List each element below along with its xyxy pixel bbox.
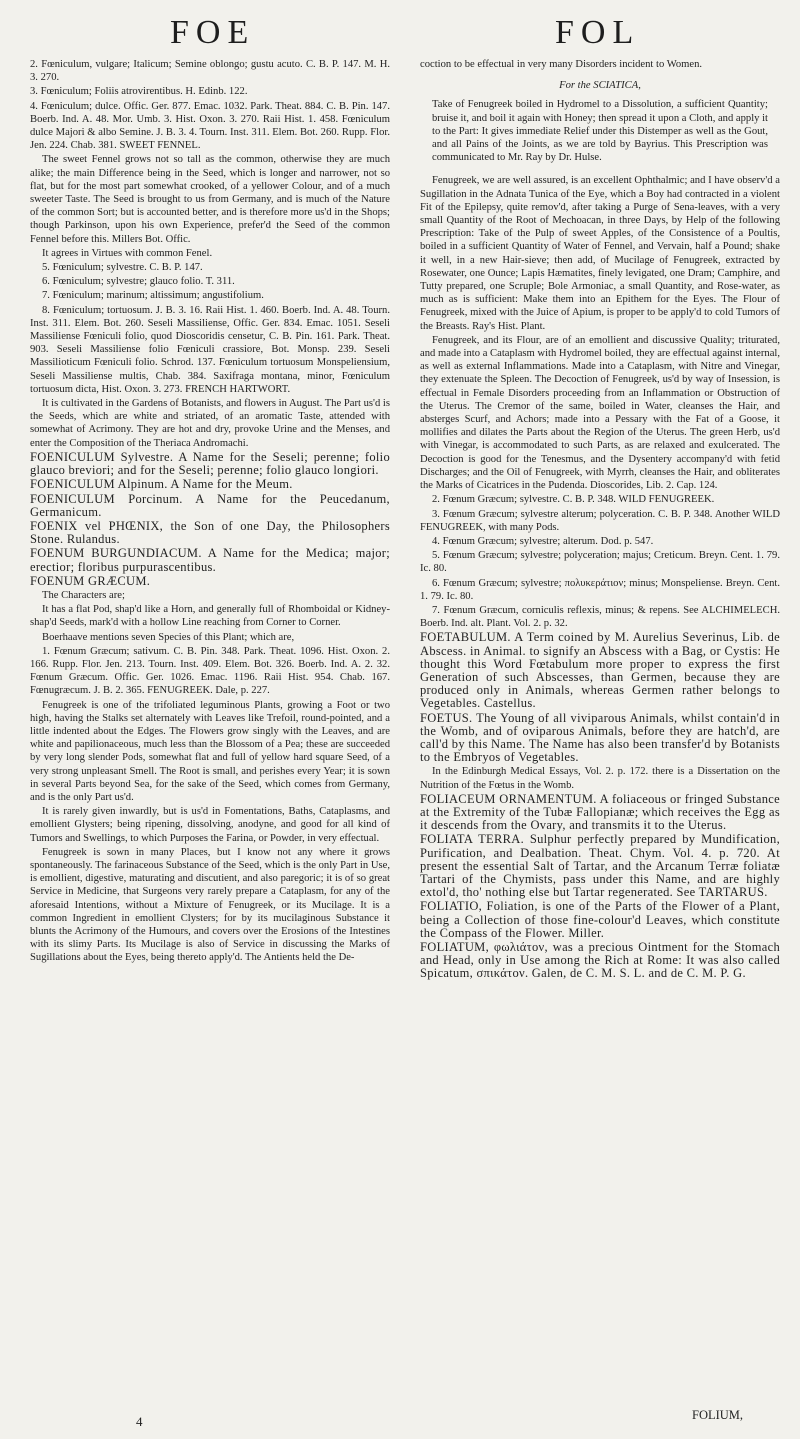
running-head-right: FOL xyxy=(555,14,641,51)
entry-paragraph: 3. Fœnum Græcum; sylvestre alterum; polyceration. C. B. P. 348. Another WILD FENUGREEK, with many Pods. xyxy=(420,508,780,533)
entry-paragraph: Fenugreek is sown in many Places, but I know not any where it grows spontaneously. The farinaceous Substance of the Seed, which is the only Part in Use, is emollient, digestive, maturating and discutient, and also paregoric; it is of so great Service in Medicine, that Surgeons very rarely prepare a Cataplasm, for any of the aforesaid Intentions, without a Mixture of Fenugreek, or its Mucilage. It is a common Ingredient in emollient Clysters; for by its mucilaginous Substance it blunts the Acrimony of the Humours, and covers over the Erosions of the Intestines with its slimy Parts. Its Mucilage is also of Service in discussing the Marks of Sugillations about the Eyes, being thereto apply'd. The Antients held the De- xyxy=(30,846,390,964)
running-head-left: FOE xyxy=(170,14,256,51)
headword-entry: FOENIX vel PHŒNIX, the Son of one Day, the Philosophers Stone. Rulandus. xyxy=(30,518,390,547)
headword-entry: FOLIACEUM ORNAMENTUM. A foliaceous or fringed Substance at the Extremity of the Tubæ Fallopianæ; which receives the Egg as it descends from the Ovary, and transmits it to the Uterus. xyxy=(420,791,780,833)
entry-paragraph: Fenugreek is one of the trifoliated leguminous Plants, growing a Foot or two high, having the Stalks set alternately with Leaves like Trefoil, round-pointed, and a little indented about the Edges. The Flowers grow singly with the Leaves, and are white and papilionaceous, much less than the Blossom of a Pea; these are succeeded by very long slender Pods, somewhat flat and full of yellow hard square Seed, of a very strong unpleasant Smell. The Root is small, and perishes every Year; it is sown in several Parts beyond Sea, for the sake of the Seed, which comes from Germany, and is the only Part us'd. xyxy=(30,699,390,803)
page-number: 4 xyxy=(136,1414,143,1429)
entry-paragraph: It is cultivated in the Gardens of Botanists, and flowers in August. The Part us'd is the Seeds, which are white and striated, of an aromatic Taste, attended with somewhat of Acrimony. They are hot and dry, provoke Urine and the Menses, and enter the Composition of the Theriaca Andromachi. xyxy=(30,398,390,449)
catchword: FOLIUM, xyxy=(692,1408,744,1422)
entry-paragraph: 6. Fœniculum; sylvestre; glauco folio. T. 311. xyxy=(42,276,235,288)
entry-paragraph: 5. Fœniculum; sylvestre. C. B. P. 147. xyxy=(42,262,203,274)
headword-entry: FOENUM BURGUNDIACUM. A Name for the Medica; major; erectior; floribus purpurascentibus. xyxy=(30,546,390,574)
entry-paragraph: 1. Fœnum Græcum; sativum. C. B. Pin. 348. Park. Theat. 1096. Hist. Oxon. 2. 166. Rupp. Flor. Jen. 213. Tourn. Inst. 409. Elem. Bot. 326. Boerb. Ind. A. 2. 32. Fœnum Græcum. Offic. Ger. 1026. Emac. 1196. Raii Hist. 954. Chab. 167. Fœnugræcum. J. B. 2. 365. FENUGREEK. Dale, p. 227. xyxy=(30,645,390,697)
headword-entry: FOLIATA TERRA. Sulphur perfectly prepared by Mundification, Purification, and Dealbation. Theat. Chym. Vol. 4. p. 720. At present the essential Salt of Tartar, and the Arcanum Terræ foliatæ Tartari of the Chymists, pass under this Name, and are highly extol'd, tho' nothing else but Tartar regenerated. See TARTARUS. xyxy=(420,832,780,900)
entry-paragraph: 4. Fœniculum; dulce. Offic. Ger. 877. Emac. 1032. Park. Theat. 884. C. B. Pin. 147. Boerb. Ind. A. 48. Mor. Umb. 3. Hist. Oxon. 3. 270. Raii Hist. 1. 458. Fœniculum dulce Majori & albo Semine. J. B. 3. 4. Tourn. Inst. 311. Elem. Bot. 260. Rupp. Flor. Jen. 224. Chab. 381. SWEET FENNEL. xyxy=(30,100,390,152)
entry-paragraph: 4. Fœnum Græcum; sylvestre; alterum. Dod. p. 547. xyxy=(432,535,654,547)
entry-paragraph: It agrees in Virtues with common Fenel. xyxy=(42,247,213,259)
entry-paragraph: 3. Fœniculum; Foliis atrovirentibus. H. Edinb. 122. xyxy=(30,86,248,98)
left-column xyxy=(30,58,390,1388)
entry-paragraph: It is rarely given inwardly, but is us'd in Fomentations, Baths, Cataplasms, and emollient Glysters; being ripening, dissolving, anodyne, and good for all kind of Tumors and Swellings, to which Purposes the Farina, or Powder, in very effectual. xyxy=(30,806,390,844)
entry-paragraph: 7. Fœnum Græcum, corniculis reflexis, minus; & repens. See ALCHIMELECH. Boerb. Ind. alt. Plant. Vol. 2. p. 32. xyxy=(420,604,780,630)
entry-paragraph: 2. Fœniculum, vulgare; Italicum; Semine oblongo; gustu acuto. C. B. P. 147. M. H. 3. 270. xyxy=(30,59,390,84)
entry-paragraph: In the Edinburgh Medical Essays, Vol. 2. p. 172. there is a Dissertation on the Nutrition of the Fœtus in the Womb. xyxy=(420,766,780,791)
entry-paragraph: Fenugreek, and its Flour, are of an emollient and discussive Quality; triturated, and made into a Cataplasm with Hydromel boiled, they are effectual against internal, as well as external Inflammations. Made into a Cataplasm, with Nitre and Vinegar, they extenuate the Spleen. The Decoction of Fenugreek, us'd by way of Insession, is effectual in Female Disorders proceeding from an Inflammation or Obstruction of the Uterus. The Cremor of the same, boiled in Water, cleanses the Hair, and absterges Scurf, and Achors; made into a Pessary with the Fat of a Goose, it mollifies and dilates the Parts about the Region of the Uterus. The green Herb, us'd with Vinegar, is accommodated to such Parts, as are relaxed and exulcerated. The Decoction is good for the Tenesmus, and the Dysentery accompany'd with fetid Discharges; and the Oil of Fenugreek, with Myrrh, cleanses the Hair, and obliterates the Marks of Cicatrices in the Pudenda. Dioscorides, Lib. 2. Cap. 124. xyxy=(420,334,780,492)
entry-paragraph: 6. Fœnum Græcum; sylvestre; πολυκεράτιον; minus; Monspeliense. Breyn. Cent. 1. 79. Ic. 80. xyxy=(420,577,780,602)
entry-paragraph: Fenugreek, we are well assured, is an excellent Ophthalmic; and I have observ'd a Sugillation in the Adnata Tunica of the Eye, which a Boy had contracted in a violent Fit of the Epilepsy, quite remov'd, after taking a Purge of Sena-leaves, with a very small Quantity of the Root of Mechoacan, in three Days, by Help of the following Prescription: Take of the Pulp of sweet Apples, of the Consistence of a Poultis, boiled in a sufficient Quantity of Water of Fennel, and Vervain, half a Pound; shake it well, in a new Hair-sieve; then add, of Mucilage of Fenugreek, extracted by Rosewater, one Ounce; Lapis Hæmatites, finely levigated, one Dram; Camphire, and Tutty prepared, one Scruple; Bole Armoniac, a small Quantity, and Rose-water, as much as is sufficient: Make them into an Epithem for the Eyes. The Flour of Fenugreek, mixed with the Juice of Apium, is proper to be apply'd to cold Tumors of the Breasts. Ray's Hist. Plant. xyxy=(420,175,780,332)
headword-entry: FOLIATIO, Foliation, is one of the Parts of the Flower of a Plant, being a Collection of those fine-colour'd Leaves, which constitute the Compass of the Flower. Miller. xyxy=(420,899,780,940)
entry-paragraph: 7. Fœniculum; marinum; altissimum; angustifolium. xyxy=(42,290,264,302)
headword-entry: FOETUS. The Young of all viviparous Animals, whilst contain'd in the Womb, and of oviparous Animals, before they are hatch'd, are call'd by this Name. The Name has also been transfer'd by Botanists to the Embryos of Vegetables. xyxy=(420,710,780,765)
entry-paragraph: It has a flat Pod, shap'd like a Horn, and generally full of Rhomboidal or Kidney-shap'd Seeds, mark'd with a hollow Line reaching from Corner to Corner. xyxy=(30,604,390,629)
entry-paragraph: The Characters are; xyxy=(42,589,125,601)
entry-paragraph: 5. Fœnum Græcum; sylvestre; polyceration; majus; Creticum. Breyn. Cent. 1. 79. Ic. 80. xyxy=(420,550,780,575)
entry-paragraph: Boerhaave mentions seven Species of this Plant; which are, xyxy=(42,631,295,643)
headword-entry: FOENICULUM Sylvestre. A Name for the Seseli; perenne; folio glauco breviori; and for the Seseli; perenne; folio glauco longiori. xyxy=(30,449,390,478)
headword-entry: FOENUM GRÆCUM. xyxy=(30,573,151,588)
headword-entry: FOLIATUM, φωλιάτον, was a precious Ointment for the Stomach and Head, only in Use among the Rich at Rome: It was also called Spicatum, σπικάτον. Galen, de C. M. S. L. and de C. M. P. G. xyxy=(420,940,780,981)
entry-paragraph: The sweet Fennel grows not so tall as the common, otherwise they are much alike; the main Difference being in the Seed, which is longer and narrower, not so flat, but for the most part somewhat crooked, of a yellower Colour, and of a much sweeter Taste. The Seed is brought to us from Germany, and is much of the Nature of the common Sort; but is accounted better, and is therefore more us'd in the Shops; though Parkinson, upon his own Experience, prefer'd the Seed of the common Fennel before this. Millers Bot. Offic. xyxy=(30,154,390,245)
headword-entry: FOENICULUM Porcinum. A Name for the Peucedanum, Germanicum. xyxy=(30,491,390,519)
entry-paragraph: coction to be effectual in very many Disorders incident to Women. xyxy=(420,59,703,70)
entry-paragraph: 2. Fœnum Græcum; sylvestre. C. B. P. 348. WILD FENUGREEK. xyxy=(432,494,715,506)
headword-entry: FOENICULUM Alpinum. A Name for the Meum. xyxy=(30,477,293,492)
right-column xyxy=(420,58,780,1358)
recipe-block: Take of Fenugreek boiled in Hydromel to a Dissolution, a sufficient Quantity; bruise it, and boil it again with Honey; then spread it upon a Cloth, and apply it to the Part: It gives immediate Relief under this Distemper as well as the Gout, and all Pains of the Joints, as we are told by Bayrius. This Prescription was communicated to Mr. Ray by Dr. Hulse. xyxy=(432,99,768,164)
entry-paragraph: 8. Fœniculum; tortuosum. J. B. 3. 16. Raii Hist. 1. 460. Boerb. Ind. A. 48. Tourn. Inst. 311. Elem. Bot. 260. Seseli Massiliense, Offic. Ger. 834. Emac. 1051. Seseli Massiliense Fœniculi folio, quod Dioscoridis censetur, C. B. Pin. 161. Park. Theat. 903. Seseli Massiliense folio Fœniculi crassiore, Bot. Monsp. 239. Seseli Massilioticum Fœniculi folio. Schrod. 137. Fœniculum tortuosum Monspeliensium, Seseli Massiliense multis, Chab. 384. Saxifraga montana, minor, Fœniculum tortuosum dicta, Hist. Oxon. 3. 273. FRENCH HARTWORT. xyxy=(30,304,390,395)
recipe-heading: For the SCIATICA, xyxy=(559,80,641,92)
headword-entry: FOETABULUM. A Term coined by M. Aurelius Severinus, Lib. de Abscess. in Animal. to signify an Abscess with a Bag, or Cystis: He thought this Word Fœtabulum more proper to express the first Generation of such Abscesses, than Germen, because they are produced only in Animals, whereas Germen rather belongs to Vegetables. Castellus. xyxy=(420,630,780,711)
